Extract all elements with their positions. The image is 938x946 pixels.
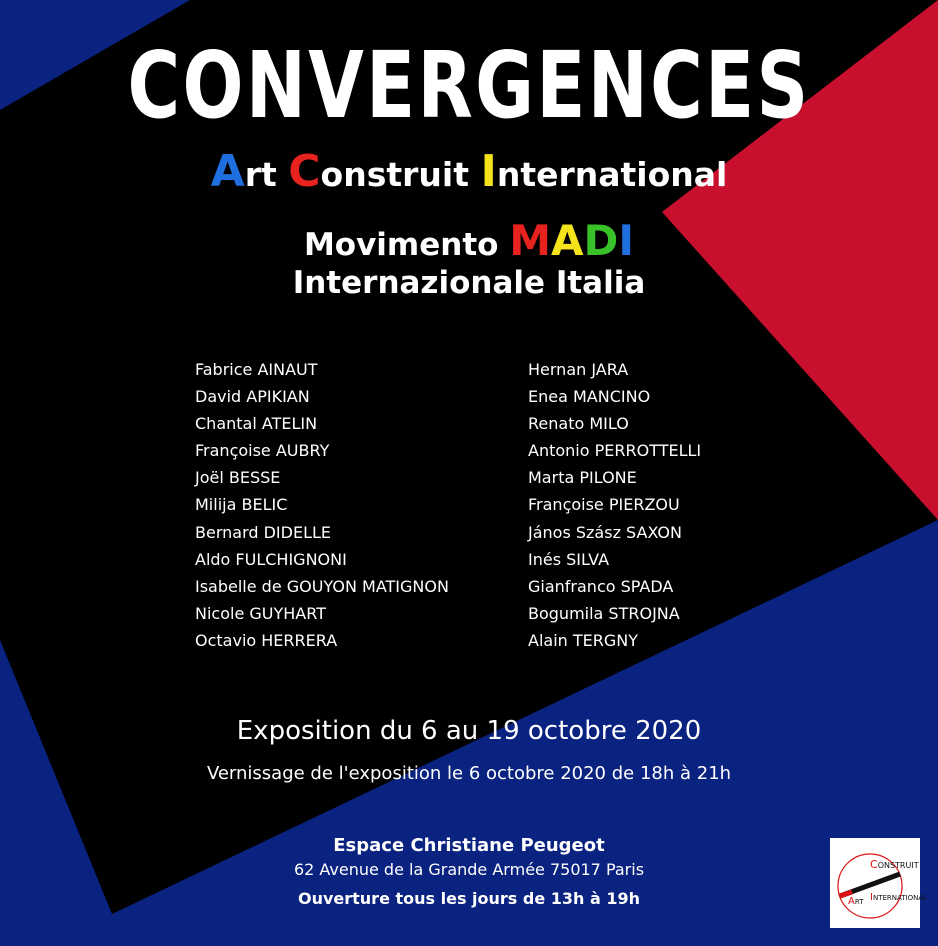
subtitle-part-0: A [210, 146, 245, 197]
internazionale-italia-heading: Internazionale Italia [292, 265, 646, 301]
logo-text-2: INTERNATIONAL [870, 892, 928, 903]
artist-name: Chantal ATELIN [195, 414, 318, 434]
art-construit-international-logo [830, 838, 928, 928]
artist-name: Octavio HERRERA [195, 630, 338, 650]
artist-name: Gianfranco SPADA [528, 576, 674, 596]
vernissage-info: Vernissage de l'exposition le 6 octobre 2020 de 18h à 21h [206, 763, 732, 784]
madi-letter-d: D [583, 216, 619, 265]
poster-title: CONVERGENCES [127, 32, 811, 139]
artist-name: Alain TERGNY [528, 630, 639, 650]
madi-letter-i: I [618, 216, 635, 265]
opening-hours: Ouverture tous les jours de 13h à 19h [297, 889, 641, 908]
artist-name: Isabelle de GOUYON MATIGNON [195, 576, 449, 596]
subtitle-part-4: I [480, 146, 497, 197]
artist-name: Enea MANCINO [528, 387, 651, 407]
artist-list-right [528, 356, 701, 654]
subtitle-part-5: nternational [496, 155, 728, 194]
artist-name: Hernan JARA [528, 360, 629, 379]
artist-list-left [195, 356, 449, 654]
madi-letter-a: A [551, 216, 584, 265]
venue-address: 62 Avenue de la Grande Armée 75017 Paris [293, 860, 645, 879]
logo-text-1: CONSTRUIT [870, 858, 919, 871]
subtitle-part-2: C [288, 146, 321, 197]
logo-mark [830, 838, 928, 928]
artist-name: Bernard DIDELLE [195, 522, 332, 542]
artist-name: Nicole GUYHART [195, 603, 326, 623]
madi-word [509, 216, 635, 265]
movimento-label: Movimento [303, 227, 510, 263]
artist-name: Fabrice AINAUT [195, 360, 318, 379]
artist-name: Aldo FULCHIGNONI [195, 549, 347, 569]
artist-name: Milija BELIC [195, 495, 288, 515]
artist-name: Françoise AUBRY [195, 441, 330, 461]
artist-name: Renato MILO [528, 414, 629, 434]
subtitle-part-3: onstruit [320, 155, 481, 194]
artist-name: János Szász SAXON [528, 522, 682, 542]
artist-name: Joël BESSE [195, 468, 281, 488]
artist-name: Françoise PIERZOU [528, 495, 680, 515]
artist-name: Bogumila STROJNA [528, 603, 680, 623]
artist-name: David APIKIAN [195, 387, 310, 407]
artist-name: Inés SILVA [528, 549, 610, 569]
art-construit-international-heading [0, 146, 938, 197]
exhibition-dates: Exposition du 6 au 19 octobre 2020 [236, 716, 702, 746]
artist-name: Marta PILONE [528, 468, 637, 488]
venue-name: Espace Christiane Peugeot [333, 835, 605, 856]
artist-name: Antonio PERROTTELLI [528, 441, 702, 461]
madi-letter-m: M [509, 216, 552, 265]
logo-text-0: ART [848, 896, 864, 907]
movimento-madi-heading [0, 216, 938, 266]
subtitle-part-1: rt [244, 155, 289, 194]
